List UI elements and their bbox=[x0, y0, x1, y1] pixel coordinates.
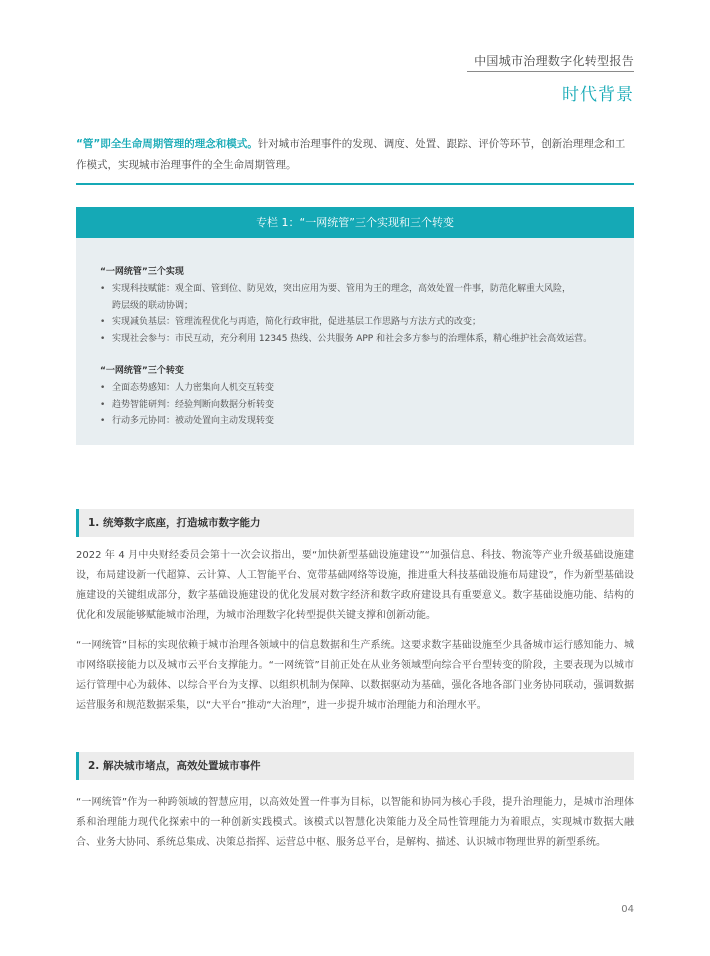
intro-highlight: “管”即全生命周期管理的理念和模式。 bbox=[76, 138, 258, 150]
heading-accent-bar bbox=[76, 752, 79, 780]
box-body bbox=[76, 238, 634, 430]
section2-paragraph-1: “一网统管”作为一种跨领域的智慧应用，以高效处置一件事为目标，以智能和协同为核心手段，提升治理能力，是城市治理体系和治理能力现代化探索中的一种创新实践模式。该模式以智慧化决策能力及全局性管理能力为着眼点，实现城市数据大融合、业务大协同、系统总集成、决策总指挥、运营总中枢、服务总平台，是解构、描述、认识城市物理世界的新型系统。 bbox=[76, 797, 634, 848]
list-item: • 实现社会参与：市民互动，充分利用 12345 热线、公共服务 APP 和社会多方参与的治理体系，精心维护社会高效运营。 bbox=[100, 331, 612, 348]
page-number: 04 bbox=[621, 904, 634, 915]
box-group2-title: “一网统管”三个转变 bbox=[100, 366, 184, 376]
sidebar-box bbox=[76, 207, 634, 445]
section2-heading-text: 2. 解决城市堵点，高效处置城市事件 bbox=[88, 760, 261, 772]
box-title: 专栏 1：“一网统管”三个实现和三个转变 bbox=[76, 207, 634, 238]
heading-accent-bar bbox=[76, 509, 79, 537]
section1-heading-text: 1. 统筹数字底座，打造城市数字能力 bbox=[88, 517, 261, 529]
intro-paragraph bbox=[76, 134, 634, 176]
box-group1-title: “一网统管”三个实现 bbox=[100, 267, 184, 277]
section1-heading bbox=[76, 509, 634, 537]
box-group2-list bbox=[100, 380, 612, 430]
section-title: 时代背景 bbox=[562, 85, 634, 105]
list-item: • 行动多元协同：被动处置向主动发现转变 bbox=[100, 413, 612, 430]
intro-divider bbox=[76, 183, 634, 185]
list-item: 跨层级的联动协调； bbox=[112, 300, 194, 311]
box-group1-list bbox=[100, 281, 612, 347]
list-item: • 实现科技赋能：观全面、管到位、防见效，突出应用为要、管用为王的理念，高效处置一件事，防范化解重大风险， bbox=[100, 281, 612, 298]
list-item: • 趋势智能研判：经验判断向数据分析转变 bbox=[100, 397, 612, 414]
intro-text: 针对城市治理事件的发现、调度、处置、跟踪、评价等环节，创新治理理念和工作模式，实现城市治理事件的全生命周期管理。 bbox=[76, 138, 626, 171]
section1-paragraph-1: 2022 年 4 月中央财经委员会第十一次会议指出，要“加快新型基础设施建设”“加强信息、科技、物流等产业升级基础设施建设，布局建设新一代超算、云计算、人工智能平台、宽带基础网络等设施，推进重大科技基础设施布局建设”，作为新型基础设施建设的关键组成部分，数字基础设施建设的优化发展对数字经济和数字政府建设具有重要意义。数字基础设施功能、结构的优化和发展能够赋能城市治理，为城市治理数字化转型提供关键支撑和创新动能。 bbox=[76, 550, 634, 621]
report-title: 中国城市治理数字化转型报告 bbox=[474, 54, 634, 68]
list-item: • 实现减负基层：管理流程优化与再造，简化行政审批，促进基层工作思路与方法方式的改变； bbox=[100, 314, 612, 331]
section1-paragraph-2: “一网统管”目标的实现依赖于城市治理各领域中的信息数据和生产系统。这要求数字基础设施至少具备城市运行感知能力、城市网络联接能力以及城市云平台支撑能力。“一网统管”目前正处在从业务领域型向综合平台型转变的阶段，主要表现为以城市运行管理中心为载体、以综合平台为支撑、以组织机制为保障、以数据驱动为基础，强化各地各部门业务协同联动，强调数据运营服务和规范数据采集，以“大平台”推动“大治理”，进一步提升城市治理能力和治理水平。 bbox=[76, 640, 634, 711]
list-item: • 全面态势感知：人力密集向人机交互转变 bbox=[100, 380, 612, 397]
section2-heading bbox=[76, 752, 634, 780]
header-divider bbox=[467, 71, 634, 72]
